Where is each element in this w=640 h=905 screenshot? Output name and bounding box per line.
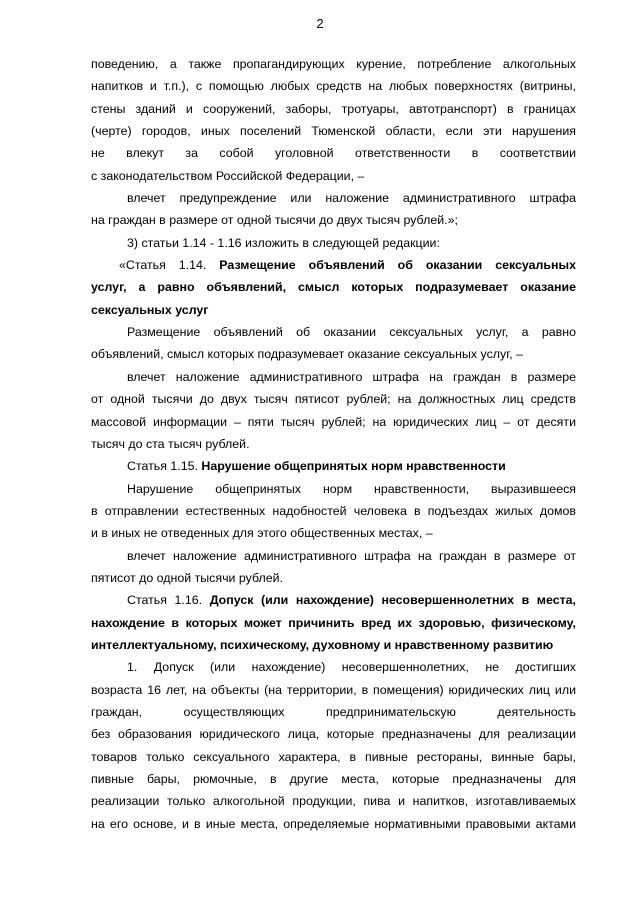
text-line: напитков и т.п.), с помощью любых средств на любых поверхностях (витрины, — [91, 79, 576, 94]
text-line: товаров только сексуального характера, в пивные рестораны, винные бары, — [91, 749, 576, 764]
text-line: влечет наложение административного штрафа на граждан в размере — [127, 369, 576, 384]
text-line: поведению, а также пропагандирующих курение, потребление алкогольных — [91, 57, 576, 71]
text-line: пивные бары, рюмочные, в другие места, которые предназначены для — [91, 772, 576, 786]
text-line — [91, 589, 576, 611]
text-line: Нарушение общепринятых норм нравственности, выразившееся — [127, 481, 576, 496]
text-line: на его основе, и в иные места, определяемые нормативными правовыми актами — [91, 816, 576, 831]
text-line: тысяч до ста тысяч рублей. — [91, 436, 250, 451]
text-line: не влекут за собой уголовной ответственности в соответствии — [91, 146, 576, 161]
paragraph-article-1-15-penalty — [91, 545, 576, 590]
text-line: с законодательством Российской Федерации, – — [91, 168, 365, 183]
paragraph-article-1-16-part-1 — [91, 656, 576, 835]
text-line: стены зданий и сооружений, заборы, тротуары, автотранспорт) в границах — [91, 101, 576, 116]
text-line: 1. Допуск (или нахождение) несовершеннолетних, не достигших — [127, 660, 576, 675]
text-line: влечет наложение административного штрафа на граждан в размере от — [127, 548, 576, 563]
article-title-line: сексуальных услуг — [91, 302, 209, 317]
article-title: Допуск (или нахождение) несовершеннолетних в места, — [209, 593, 576, 608]
paragraph-article-1-14-penalty — [91, 366, 576, 455]
article-title-line: услуг, а равно объявлений, смысл которых подразумевает оказание — [91, 280, 576, 295]
text-line: влечет предупреждение или наложение административного штрафа — [127, 191, 576, 206]
paragraph-article-1-14-offense — [91, 321, 576, 366]
paragraph-amendment-item-3 — [91, 232, 576, 254]
page-number: 2 — [316, 16, 324, 31]
text-line: в отправлении естественных надобностей человека в подъездах жилых домов — [91, 503, 576, 518]
text-line: реализации только алкогольной продукции, пива и напитков, изготавливаемых — [91, 794, 576, 809]
text-line — [91, 254, 576, 276]
paragraph-prohibited-placement — [91, 53, 576, 187]
text-line: объявлений, смысл которых подразумевает оказание сексуальных услуг, – — [91, 347, 524, 362]
text-line: Размещение объявлений об оказании сексуальных услуг, а равно — [127, 325, 576, 340]
text-line: граждан, осуществляющих предпринимательскую деятельность — [91, 704, 576, 719]
text-line: без образования юридического лица, которые предназначены для реализации — [91, 727, 576, 742]
article-1-15-heading — [91, 455, 576, 477]
text-line: возраста 16 лет, на объекты (на территории, в помещения) юридических лиц или — [91, 682, 576, 697]
article-prefix: Статья 1.15. — [127, 459, 202, 474]
text-line: 3) статьи 1.14 - 1.16 изложить в следующей редакции: — [127, 235, 440, 250]
article-title: Нарушение общепринятых норм нравственности — [201, 459, 506, 474]
text-line: и в иных не отведенных для этого общественных местах, – — [91, 526, 433, 541]
article-1-16-heading — [91, 589, 576, 656]
text-line — [91, 455, 576, 477]
text-line: пятисот до одной тысячи рублей. — [91, 570, 284, 585]
paragraph-article-1-15-offense — [91, 478, 576, 545]
text-line: на граждан в размере от одной тысячи до двух тысяч рублей.»; — [91, 213, 458, 228]
article-prefix: «Статья 1.14. — [119, 258, 220, 273]
text-line: от одной тысячи до двух тысяч пятисот рублей; на должностных лиц средств — [91, 392, 576, 407]
text-line: массовой информации – пяти тысяч рублей; на юридических лиц – от десяти — [91, 414, 576, 429]
article-title: Размещение объявлений об оказании сексуальных — [219, 258, 576, 273]
article-prefix: Статья 1.16. — [127, 593, 210, 608]
text-line: (черте) городов, иных поселений Тюменской области, если эти нарушения — [91, 124, 576, 139]
article-title-line: нахождение в которых может причинить вред их здоровью, физическому, — [91, 615, 576, 630]
article-1-14-heading — [91, 254, 576, 321]
paragraph-penalty-warning — [91, 187, 576, 232]
document-body — [91, 53, 576, 835]
article-title-line: интеллектуальному, психическому, духовному и нравственному развитию — [91, 637, 554, 652]
